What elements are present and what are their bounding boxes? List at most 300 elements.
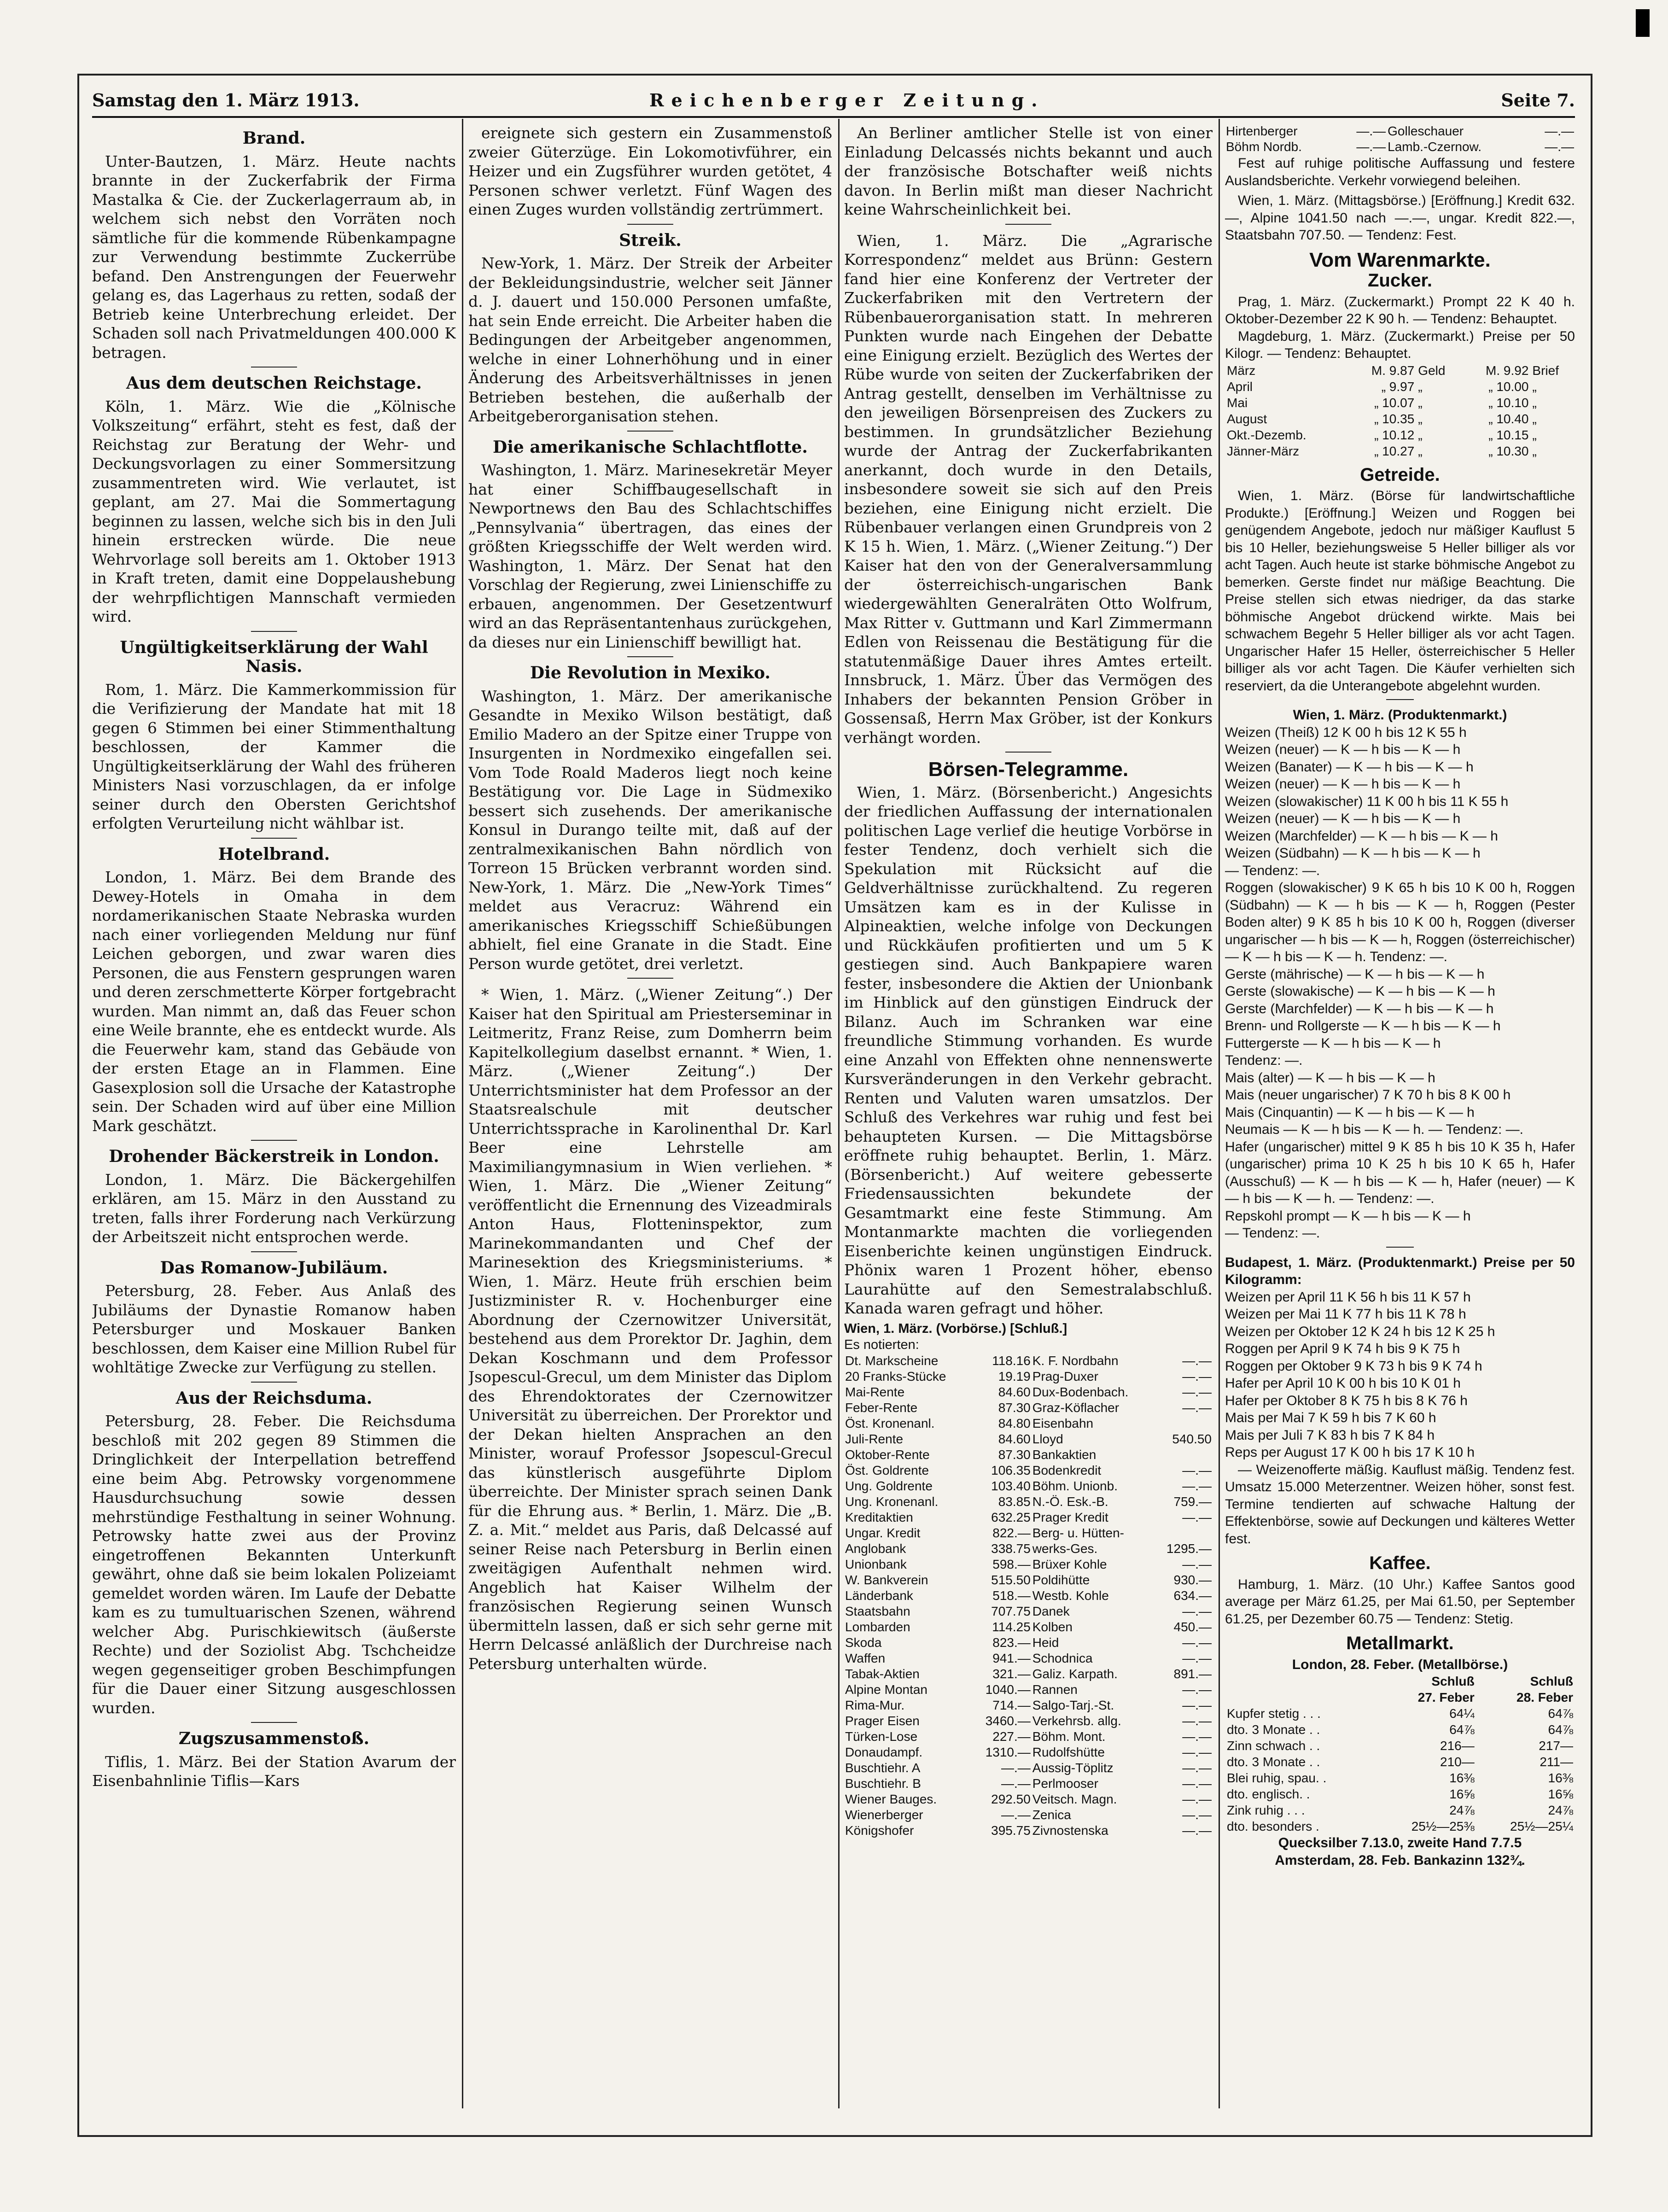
table-row <box>844 1698 1213 1713</box>
article-body: — Weizenofferte mäßig. Kauflust mäßig. Tendenz fest. Umsatz 15.000 Meterzentner. Weizen höher, sonst fest. Termine tendierten auf schwache Haltung der Effektenbörse, sowie auf Deckungen und kälteres Wetter fest. <box>1225 1462 1575 1547</box>
table-cell: —.— <box>1182 1745 1212 1759</box>
article <box>92 374 456 626</box>
article-body: Unter-Bautzen, 1. März. Heute nachts brannte in der Zuckerfabrik der Firma Mastalka & Cie. der Zuckerlagerraum ab, in welchem sich nebst den Vorräten noch sämtliche für die kommende Rübenkampagne zur Verwendung bestimmte Zuckerrübe befand. Den Anstrengungen der Feuerwehr gelang es, das Lagerhaus zu retten, sodaß der Betrieb keine Unterbrechung erleidet. Der Schaden soll nach Privatmeldungen 400.000 K betragen. <box>92 152 456 362</box>
table-cell: „ <box>1418 395 1423 410</box>
price-line: Neumais — K — h bis — K — h. — Tendenz: —. <box>1225 1122 1524 1137</box>
table-cell: Zenica <box>1032 1807 1071 1822</box>
article <box>92 638 456 833</box>
table-row <box>844 1792 1213 1807</box>
table-row <box>844 1729 1213 1745</box>
table-cell: 64⅞ <box>1548 1706 1573 1721</box>
table-cell: 227.— <box>992 1729 1031 1744</box>
table-cell: „ <box>1418 444 1423 458</box>
article-headline: Die Revolution in Mexiko. <box>530 663 771 683</box>
table-cell: 103.40 <box>991 1478 1031 1493</box>
table-cell: M. 9.92 <box>1486 363 1529 378</box>
table-cell: „ 10.30 <box>1488 444 1529 458</box>
table-cell: 87.30 <box>998 1447 1031 1462</box>
price-line: — Tendenz: —. <box>1225 1226 1320 1241</box>
table-row <box>844 1588 1213 1604</box>
price-table <box>1225 362 1575 459</box>
table-cell: 216— <box>1440 1739 1475 1753</box>
article-headline: Drohender Bäckerstreik in London. <box>109 1147 439 1166</box>
price-line: — Tendenz: —. <box>1225 863 1320 878</box>
column-2 <box>468 123 832 2113</box>
article <box>844 123 1213 219</box>
article-body: New-York, 1. März. Der Streik der Arbeiter der Bekleidungsindustrie, welcher seit Jänner d. J. dauert und 150.000 Personen umfaßte, hat sein Ende erreicht. Die Arbeiter haben die Bedingungen der Arbeitgeber angenommen, welche in einer Lohnerhöhung und in einer Änderung des Arbeitsverhältnisses in jenen Betrieben bestehen, die außerhalb der Arbeitgeberorganisation stehen. <box>468 254 832 425</box>
article-headline: Die amerikanische Schlachtflotte. <box>493 437 808 457</box>
table-cell <box>1154 1525 1213 1541</box>
price-line: Tendenz: —. <box>1225 1053 1303 1068</box>
table-cell: „ <box>1532 395 1537 410</box>
separator <box>1005 224 1051 225</box>
table-cell: 64⅞ <box>1548 1722 1573 1737</box>
table-cell: Böhm. Unionb. <box>1032 1478 1118 1493</box>
table-row <box>844 1431 1213 1447</box>
article <box>468 438 832 652</box>
price-line: Weizen (Theiß) 12 K 00 h bis 12 K 55 h <box>1225 724 1467 740</box>
separator <box>1386 699 1414 700</box>
separator <box>251 1382 297 1383</box>
table-row <box>844 1494 1213 1510</box>
table-cell: 211— <box>1540 1755 1573 1769</box>
table-cell: 822.— <box>992 1525 1031 1540</box>
header-date: Samstag den 1. März 1913. <box>92 90 360 111</box>
table-row <box>1225 411 1575 427</box>
table-cell: —.— <box>1182 1713 1212 1728</box>
column-4 <box>1225 123 1575 2113</box>
table-cell: Donaudampf. <box>845 1745 923 1759</box>
price-line: Weizen (neuer) — K — h bis — K — h <box>1225 776 1461 792</box>
table-cell: Lombarden <box>845 1619 910 1634</box>
price-line: Brenn- und Rollgerste — K — h bis — K — h <box>1225 1018 1501 1033</box>
table-row <box>844 1619 1213 1635</box>
table-cell: 16⅜ <box>1449 1771 1475 1785</box>
table-cell: dto. 3 Monate . . <box>1227 1755 1320 1769</box>
table-cell: „ 10.15 <box>1488 427 1529 442</box>
table-cell: Öst. Kronenanl. <box>845 1416 935 1430</box>
table-cell: 118.16 <box>992 1353 1031 1368</box>
article <box>92 1147 456 1247</box>
subsection-headline: Zucker. <box>1367 270 1433 291</box>
table-cell: Prag-Duxer <box>1032 1369 1098 1383</box>
table-cell: —.— <box>1356 140 1386 154</box>
table-row <box>1225 1705 1575 1722</box>
table-cell: 25½—25¼ <box>1510 1819 1573 1833</box>
metal-table <box>1225 1673 1575 1834</box>
article-body: London, 1. März. Bei dem Brande des Dewey-Hotels in Omaha in dem nordamerikanischen Staate Nebraska wurden nach einer vorliegenden Meldung nur fünf Leichen geborgen, und zwar waren dies Personen, die aus Fenstern gesprungen waren und deren zerschmetterte Körper fortgebracht wurden. Man nimmt an, daß das Feuer schon eine Weile brannte, ehe es entdeckt wurde. Als die Feuerwehr kam, stand das Gebäude von der ersten Etage an in Flammen. Eine Gasexplosion soll die Ursache der Katastrophe sein. Der Schaden wird auf über eine Million Mark geschätzt. <box>92 868 456 1135</box>
table-cell: 24⅞ <box>1449 1803 1475 1817</box>
table-cell: „ <box>1532 427 1537 442</box>
table-cell: Buschtiehr. B <box>845 1776 921 1791</box>
table-cell: 24⅞ <box>1548 1803 1573 1817</box>
quote-subtitle: Es notierten: <box>844 1337 919 1352</box>
table-cell: 1310.— <box>985 1745 1031 1759</box>
table-cell: Zivnostenska <box>1032 1823 1108 1838</box>
table-cell: „ 10.27 <box>1374 444 1415 458</box>
table-cell: Westb. Kohle <box>1032 1588 1109 1603</box>
table-cell: 210— <box>1440 1755 1475 1769</box>
article-body: Washington, 1. März. Der amerikanische Gesandte in Mexiko Wilson bestätigt, daß Emilio Madero an der Spitze einer Truppe von Insurgenten in Nordmexiko eingefallen sei. Vom Tode Roald Maderos liegt noch keine Bestätigung vor. Die Lage in Südmexiko bessert sich zusehends. Der amerikanische Konsul in Durango teilte mit, daß auf der zentralmexikanischen Bahn nördlich von Torreon 15 Brücken verbrannt worden sind. New-York, 1. März. Die „New-York Times“ meldet aus Veracruz: Während ein amerikanisches Kriegsschiff Schießübungen abhielt, fiel eine Granate in die Stadt. Eine Person wurde getötet, drei verletzt. <box>468 687 832 973</box>
quote-title: Wien, 1. März. (Vorbörse.) [Schluß.] <box>844 1321 1067 1336</box>
table-cell: Mai-Rente <box>845 1384 905 1399</box>
price-line: Mais per Juli 7 K 83 h bis 7 K 84 h <box>1225 1427 1435 1443</box>
table-cell: 84.60 <box>998 1384 1031 1399</box>
article <box>92 1729 456 1791</box>
table-cell: „ 9.97 <box>1381 379 1415 394</box>
separator <box>251 1140 297 1141</box>
price-line: Weizen per Oktober 12 K 24 h bis 12 K 25 h <box>1225 1324 1495 1339</box>
table-cell: Wienerberger <box>845 1807 923 1822</box>
table-cell: 114.25 <box>992 1619 1031 1634</box>
table-cell: Geld <box>1418 363 1446 378</box>
article-body: An Berliner amtlicher Stelle ist von einer Einladung Delcassés nichts bekannt und auch der französische Botschafter weiß nichts davon. In Berlin mißt man dieser Nachricht keine Wahrscheinlichkeit bei. <box>844 124 1213 218</box>
separator <box>251 631 297 632</box>
table-cell: 930.— <box>1173 1572 1212 1587</box>
table-row <box>1225 1818 1575 1834</box>
table-cell: Waffen <box>845 1651 886 1665</box>
table-cell: Golleschauer <box>1388 124 1464 138</box>
table-cell: Salgo-Tarj.-St. <box>1032 1698 1114 1712</box>
table-cell: —.— <box>1182 1557 1212 1571</box>
table-cell: Ung. Goldrente <box>845 1478 933 1493</box>
article-body: Tiflis, 1. März. Bei der Station Avarum der Eisenbahnlinie Tiflis—Kars <box>92 1752 456 1790</box>
table-cell: Zinn schwach . . <box>1227 1739 1320 1753</box>
price-line: Mais per Mai 7 K 59 h bis 7 K 60 h <box>1225 1410 1436 1425</box>
subsection-headline: Metallmarkt. <box>1346 1633 1454 1653</box>
table-cell: —.— <box>1545 124 1574 138</box>
table-cell: 714.— <box>992 1698 1031 1712</box>
article-body: Wien, 1. März. (Börsenbericht.) Angesichts der friedlichen Auffassung der internationalen politischen Lage verlief die heutige Vorbörse in fester Tendenz, doch verhielt sich die Spekulation mit Rücksicht auf die Geldverhältnisse zurückhaltend. Zu regeren Umsätzen kam es in der Kulisse in Alpineaktien, welche infolge von Deckungen und Rückkäufen profitierten und um 5 K gestiegen sind. Auch Bankpapiere waren fester, insbesondere die Aktien der Unionbank im Hinblick auf den günstigen Eindruck der Bilanz. Auch im Schranken war eine freundliche Stimmung vorhanden. Es wurde eine Anzahl von Effekten ohne nennenswerte Kursveränderungen in den Verkehr gebracht. Renten und Valuten waren umsatzlos. Der Schluß des Verkehres war ruhig und fest bei behaupteten Kursen. — Die Mittagsbörse eröffnete ruhig behauptet. Berlin, 1. März. (Börsenbericht.) Auf weitere gebesserte Friedensaussichten bekundete der Gesamtmarkt eine feste Stimmung. Am Montanmarkte machten die vorliegenden Eisenberichte keinen ungünstigen Eindruck. Phönix waren 1 Prozent höher, ebenso Laurahütte auf den Semestralabschluß. Kanada waren gefragt und höher. <box>844 783 1213 1317</box>
article-body: Fest auf ruhige politische Auffassung und festere Auslandsberichte. Verkehr vorwiegend beleihen. <box>1225 156 1575 188</box>
table-cell: 25½—25⅜ <box>1411 1819 1475 1833</box>
separator <box>627 224 673 225</box>
table-row <box>844 1541 1213 1557</box>
article-headline: Das Romanow-Jubiläum. <box>160 1258 388 1278</box>
table-cell: „ <box>1418 411 1423 426</box>
column-divider <box>838 119 840 2108</box>
table-cell: Türken-Lose <box>845 1729 918 1744</box>
table-row <box>844 1745 1213 1760</box>
table-cell: Kolben <box>1032 1619 1073 1634</box>
price-lines <box>1225 724 1575 1242</box>
price-line: Weizen (neuer) — K — h bis — K — h <box>1225 742 1461 757</box>
table-row <box>1225 123 1575 139</box>
table-row <box>844 1776 1213 1792</box>
article-body: Washington, 1. März. Marinesekretär Meyer hat einer Schiffbaugesellschaft in Newportnews den Bau des Schlachtschiffes „Pennsylvania“ übertragen, das eines der größten Kriegsschiffe der Welt werden wird. Washington, 1. März. Der Senat hat den Vorschlag der Regierung, zwei Linienschiffe zu erbauen, angenommen. Der Gesetzentwurf wird an das Repräsentantenhaus zurückgehen, da dieses nur ein Linienschiff bewilligt hat. <box>468 461 832 651</box>
table-cell: Ungar. Kredit <box>845 1525 921 1540</box>
table-row <box>844 1651 1213 1666</box>
article-headline: Brand. <box>242 128 306 148</box>
price-line: Mais (neuer ungarischer) 7 K 70 h bis 8 K 00 h <box>1225 1087 1511 1103</box>
price-line: Roggen (slowakischer) 9 K 65 h bis 10 K 00 h, Roggen (Südbahn) — K — h bis — K — h, Roggen (Pester Boden alter) 9 K 85 h bis 10 K 00 h, Roggen (diverser ungarischer — h bis — K — h, Roggen (österreichischer) — K — h bis — K — h. Tendenz: —. <box>1225 880 1575 964</box>
table-cell: Brief <box>1532 363 1559 378</box>
article-headline: Aus dem deutschen Reichstage. <box>126 374 422 393</box>
table-cell: 16⅝ <box>1449 1787 1475 1801</box>
page-header <box>92 90 1575 113</box>
table-cell: Alpine Montan <box>845 1682 928 1697</box>
table-cell: Mai <box>1227 395 1248 410</box>
separator <box>251 367 297 368</box>
column-divider <box>1219 119 1220 2108</box>
subsection-headline: Getreide. <box>1360 464 1440 485</box>
table-cell: 598.— <box>992 1557 1031 1571</box>
table-cell: dto. 3 Monate . . <box>1227 1722 1320 1737</box>
table-cell: Unionbank <box>845 1557 907 1571</box>
table-cell: Öst. Goldrente <box>845 1463 929 1477</box>
table-cell: „ 10.12 <box>1374 427 1415 442</box>
price-line: Weizen (Südbahn) — K — h bis — K — h <box>1225 846 1481 861</box>
table-cell: Wiener Bauges. <box>845 1792 937 1806</box>
table-row <box>844 1510 1213 1525</box>
article-body: * Wien, 1. März. („Wiener Zeitung“.) Der Kaiser hat den Spiritual am Priesterseminar in Leitmeritz, Franz Reise, zum Domherrn beim Kapitelkollegium daselbst ernannt. * Wien, 1. März. („Wiener Zeitung“.) Der Unterrichtsminister hat dem Professor an der Staatsrealschule mit deutscher Unterrichtssprache in Karolinenthal Dr. Karl Beer eine Lehrstelle am Maximiliangymnasium in Wien verliehen. * Wien, 1. März. Die „Wiener Zeitung“ veröffentlicht die Ernennung des Vizeadmirals Anton Haus, Flotteninspektor, zum Marinekommandanten und Chef der Marinesektion des Kriegsministeriums. * Wien, 1. März. Heute früh erschien beim Justizminister R. v. Hochenburger eine Abordnung der Czernowitzer Universität, bestehend aus dem Prorektor Dr. Jaghin, dem Dekan Koschmann und dem Professor Jsopescul-Grecul, um dem Minister das Diplom des Ehrendoktorates der Czernowitzer Universität zu überreichen. Der Prorektor und der Dekan hielten Ansprachen an den Minister, worauf Professor Jsopescul-Grecul das künstlerisch ausgeführte Diplom überreichte. Der Minister sprach seinen Dank für die Ehrung aus. * Berlin, 1. März. Die „B. Z. a. Mit.“ meldet aus Paris, daß Delcassé auf seiner Reise nach Petersburg in Berlin einen zweitägigen Aufenthalt nehmen wird. Angeblich hat Kaiser Wilhelm der französischen Regierung seinen Wunsch übermitteln lassen, daß er sich sehr gerne mit Herrn Delcassé anläßlich der Durchreise nach Petersburg unterhalten würde. <box>468 986 832 1673</box>
table-cell: —.— <box>1182 1604 1212 1618</box>
table-cell: Perlmooser <box>1032 1776 1098 1791</box>
table-cell: Okt.-Dezemb. <box>1227 427 1306 442</box>
table-cell: Kreditaktien <box>845 1510 913 1524</box>
price-line: Weizen (Banater) — K — h bis — K — h <box>1225 759 1474 775</box>
table-cell: Schodnica <box>1032 1651 1093 1665</box>
table-header-cell <box>1225 1689 1377 1705</box>
table-header-row <box>1225 1689 1575 1705</box>
price-line: Reps per August 17 K 00 h bis 17 K 10 h <box>1225 1445 1475 1460</box>
table-cell: Rima-Mur. <box>845 1698 905 1712</box>
table-cell: —.— <box>1182 1369 1212 1383</box>
table-cell: Rannen <box>1032 1682 1078 1697</box>
price-line: Futtergerste — K — h bis — K — h <box>1225 1035 1441 1051</box>
table-cell: 87.30 <box>998 1400 1031 1415</box>
table-cell: Ung. Kronenanl. <box>845 1494 939 1509</box>
table-cell: N.-Ö. Esk.-B. <box>1032 1494 1108 1509</box>
table-row <box>844 1572 1213 1588</box>
table-header-row <box>1225 1673 1575 1689</box>
article-body: London, 1. März. Die Bäckergehilfen erklären, am 15. März in den Ausstand zu treten, falls ihrer Forderung nach Verkürzung der Arbeitszeit nicht entsprochen werde. <box>92 1170 456 1246</box>
table-row <box>1225 443 1575 459</box>
table-cell: 338.75 <box>991 1541 1031 1556</box>
table-cell: Kupfer stetig . . . <box>1227 1706 1321 1721</box>
table-row <box>1225 139 1575 155</box>
article <box>92 1389 456 1718</box>
separator <box>627 656 673 657</box>
table-cell: K. F. Nordbahn <box>1032 1353 1119 1368</box>
article-body: Wien, 1. März. (Börse für landwirtschaftliche Produkte.) [Eröffnung.] Weizen und Roggen bei genügendem Angebote, jedoch nur mäßiger Kauflust 5 bis 10 Heller, beziehungsweise 5 Heller billiger als vor acht Tagen. Auch heute ist starke böhmische Angebot zu bemerken. Gerste findet nur mäßige Beachtung. Die Preise stellen sich etwas niedriger, da das starke böhmische Angebot drückend wirkte. Mais bei schwachem Begehr 5 Heller billiger als vor acht Tagen. Ungarischer Hafer 15 Heller, österreichischer 5 Heller billiger als vor acht Tagen. Die Käufer verhielten sich reserviert, da die Unterangebote abgelehnt wurden. <box>1225 488 1575 694</box>
price-line: Weizen (neuer) — K — h bis — K — h <box>1225 811 1461 826</box>
table-cell: 64¼ <box>1449 1706 1475 1721</box>
table-cell: März <box>1227 363 1256 378</box>
table-cell: —.— <box>1182 1792 1212 1806</box>
table-cell <box>1154 1416 1213 1431</box>
table-cell: —.— <box>1182 1400 1212 1415</box>
article-body: Hamburg, 1. März. (10 Uhr.) Kaffee Santos good average per März 61.25, per Mai 61.50, per September 61.25, per Dezember 60.75 — Tendenz: Stetig. <box>1225 1576 1575 1627</box>
table-cell: dto. besonders . <box>1227 1819 1319 1833</box>
table-cell: —.— <box>1182 1823 1212 1838</box>
table-cell: 84.60 <box>998 1431 1031 1446</box>
table-cell: Königshofer <box>845 1823 914 1838</box>
table-cell: Böhm. Mont. <box>1032 1729 1106 1744</box>
table-cell: —.— <box>1182 1353 1212 1368</box>
table-cell: Dt. Markscheine <box>845 1353 939 1368</box>
price-line: Hafer per April 10 K 00 h bis 10 K 01 h <box>1225 1376 1461 1391</box>
table-cell: Heid <box>1032 1635 1059 1650</box>
table-row <box>1225 427 1575 443</box>
separator <box>251 838 297 839</box>
header-page-number: Seite 7. <box>1501 90 1575 111</box>
table-row <box>844 1682 1213 1698</box>
table-cell: 16⅝ <box>1548 1787 1573 1801</box>
table-cell: 321.— <box>992 1666 1031 1681</box>
price-line: Roggen per Oktober 9 K 73 h bis 9 K 74 h <box>1225 1358 1482 1374</box>
table-cell: —.— <box>1182 1463 1212 1477</box>
table-row <box>844 1557 1213 1572</box>
table-row <box>844 1369 1213 1384</box>
article-headline: Aus der Reichsduma. <box>175 1388 373 1408</box>
table-row <box>844 1807 1213 1823</box>
table-row <box>844 1760 1213 1776</box>
table-cell: „ <box>1418 427 1423 442</box>
table-cell: August <box>1227 411 1267 426</box>
table-cell: —.— <box>1182 1478 1212 1493</box>
article-body: Magdeburg, 1. März. (Zuckermarkt.) Preise per 50 Kilogr. — Tendenz: Behauptet. <box>1225 328 1575 361</box>
table-cell: 632.25 <box>991 1510 1031 1524</box>
table-cell: „ <box>1418 379 1423 394</box>
price-line: Weizen (slowakischer) 11 K 00 h bis 11 K 55 h <box>1225 794 1509 809</box>
table-cell: Böhm Nordb. <box>1226 140 1302 154</box>
article-body: Wien, 1. März. Die „Agrarische Korrespondenz“ meldet aus Brünn: Gestern fand hier eine Konferenz der Vertreter der Zuckerfabriken mit den Vertretern der Rübenbauerorganisation statt. In mehreren Punkten wurde nach Eingehen der Debatte eine Einigung erzielt. Bezüglich des Wertes der Rübe wurde von seiten der Zuckerfabriken der Antrag gestellt, denselben im Verhältnisse zu den jeweiligen Börsenpreisen des Zuckers zu bestimmen. In grundsätzlicher Beziehung wurde der Antrag der Zuckerfabrikanten anerkannt, doch wurde in den Details, insbesondere soweit sie sich auf den Preis beziehen, eine Einigung nicht erzielt. Die Rübenbauer verlangen einen Grundpreis von 2 K 15 h. Wien, 1. März. („Wiener Zeitung.“) Der Kaiser hat den von der Generalversammlung der österreichisch-ungarischen Bank wiedergewählten Generalräten Otto Wolfrum, Max Ritter v. Guttmann und Karl Zimmermann Edlen von Reissenau die Bestätigung für die statutenmäßige Dauer ihres Amtes erteilt. Innsbruck, 1. März. Über das Vermögen des Inhabers der bekannten Pension Gröber in Gossensaß, Herrn Max Gröber, ist der Konkurs verhängt worden. <box>844 231 1213 747</box>
table-cell: —.— <box>1356 124 1386 138</box>
table-cell: Brüxer Kohle <box>1032 1557 1107 1571</box>
price-line: Mais (alter) — K — h bis — K — h <box>1225 1070 1435 1086</box>
table-cell: 518.— <box>992 1588 1031 1603</box>
table-cell: Galiz. Karpath. <box>1032 1666 1118 1681</box>
table-cell: „ <box>1532 444 1537 458</box>
price-line: Gerste (slowakische) — K — h bis — K — h <box>1225 984 1495 999</box>
table-cell: 1040.— <box>985 1682 1031 1697</box>
table-cell: —.— <box>1182 1651 1212 1665</box>
table-cell: Jänner-März <box>1227 444 1300 458</box>
price-line: Hafer per Oktober 8 K 75 h bis 8 K 76 h <box>1225 1393 1468 1408</box>
table-cell: 20 Franks-Stücke <box>845 1369 946 1383</box>
market-head: Budapest, 1. März. (Produktenmarkt.) Preise per 50 Kilogramm: <box>1225 1255 1575 1287</box>
table-cell: Danek <box>1032 1604 1070 1618</box>
separator <box>627 978 673 979</box>
table-cell: 217— <box>1539 1739 1573 1753</box>
table-cell: 707.75 <box>991 1604 1031 1618</box>
table-cell: Staatsbahn <box>845 1604 910 1618</box>
table-cell: Poldihütte <box>1032 1572 1090 1587</box>
price-line: Weizen per Mai 11 K 77 h bis 11 K 78 h <box>1225 1307 1466 1322</box>
table-cell: —.— <box>1182 1807 1212 1822</box>
header-rule <box>92 116 1575 118</box>
table-cell: Juli-Rente <box>845 1431 904 1446</box>
table-cell: 16⅜ <box>1548 1771 1573 1785</box>
column-1 <box>92 123 456 2113</box>
table-cell: —.— <box>1182 1776 1212 1791</box>
separator <box>251 1722 297 1723</box>
article-body: Rom, 1. März. Die Kammerkommission für die Verifizierung der Mandate hat mit 18 gegen 6 Stimmen bei einer Stimmenthaltung beschlossen, der Kammer die Ungültigkeitserklärung der Wahl des früheren Ministers Nasi vorzuschlagen, da er infolge seiner durch den Obersten Gerichtshof erfolgten Verurteilung nicht wählbar ist. <box>92 680 456 832</box>
article-body: Amsterdam, 28. Feb. Bankazinn 132¾. <box>1275 1852 1525 1868</box>
table-row <box>1225 1754 1575 1770</box>
article <box>844 760 1213 1318</box>
table-row <box>844 1384 1213 1400</box>
article <box>468 985 832 1673</box>
market-head: Wien, 1. März. (Produktenmarkt.) <box>1293 707 1507 723</box>
table-cell: werks-Ges. <box>1032 1541 1098 1556</box>
table-cell: 83.85 <box>998 1494 1031 1509</box>
price-line: Gerste (mährische) — K — h bis — K — h <box>1225 966 1485 982</box>
quote-section <box>844 1321 1213 1838</box>
section-headline: Vom Warenmarkte. <box>1309 248 1491 271</box>
header-paper-title: Reichenberger Zeitung. <box>649 90 1045 111</box>
table-cell: Hirtenberger <box>1226 124 1298 138</box>
table-cell: „ 10.10 <box>1488 395 1529 410</box>
table-cell: 106.35 <box>991 1463 1031 1477</box>
table-cell: 3460.— <box>985 1713 1031 1728</box>
table-cell: —.— <box>1182 1510 1212 1524</box>
quote-table <box>844 1353 1213 1838</box>
table-cell: „ 10.35 <box>1374 411 1415 426</box>
table-row <box>844 1604 1213 1619</box>
table-cell: „ <box>1532 379 1537 394</box>
article-body: Quecksilber 7.13.0, zweite Hand 7.7.5 <box>1278 1835 1522 1850</box>
table-row <box>1225 1738 1575 1754</box>
subsection-headline: Kaffee. <box>1369 1553 1431 1573</box>
table-cell: 19.19 <box>998 1369 1031 1383</box>
table-cell: —.— <box>1001 1807 1031 1822</box>
table-cell: —.— <box>1182 1682 1212 1697</box>
table-cell: 891.— <box>1173 1666 1212 1681</box>
table-cell: Bodenkredit <box>1032 1463 1102 1477</box>
table-cell: 1295.— <box>1166 1541 1212 1556</box>
table-cell: —.— <box>1001 1776 1031 1791</box>
table-header-cell: Schluß <box>1530 1674 1573 1688</box>
table-cell: Verkehrsb. allg. <box>1032 1713 1121 1728</box>
article <box>468 123 832 219</box>
table-header-cell <box>1225 1673 1377 1689</box>
table-row <box>844 1823 1213 1838</box>
table-cell: Oktober-Rente <box>845 1447 930 1462</box>
article-body: Prag, 1. März. (Zuckermarkt.) Prompt 22 K 40 h. Oktober-Dezember 22 K 90 h. — Tendenz: Behauptet. <box>1225 294 1575 327</box>
table-row <box>844 1416 1213 1431</box>
table-cell: 84.80 <box>998 1416 1031 1430</box>
table-cell: Dux-Bodenbach. <box>1032 1384 1129 1399</box>
table-row <box>1225 362 1575 379</box>
table-cell: 515.50 <box>991 1572 1031 1587</box>
scan-corner-marker <box>1636 9 1650 37</box>
table-cell: Berg- u. Hütten- <box>1032 1525 1124 1540</box>
table-row <box>844 1447 1213 1463</box>
table-cell: —.— <box>1001 1760 1031 1775</box>
table-cell: 823.— <box>992 1635 1031 1650</box>
column-divider <box>462 119 463 2108</box>
article-body: Petersburg, 28. Feber. Die Reichsduma beschloß mit 202 gegen 89 Stimmen die Dringlichkeit der Interpellation betreffend eine beim Abg. Petrowsky vorgenommene Hausdurchsuchung sowie dessen mehrstündige Festhaltung in seiner Wohnung. Petrowsky hatte zwei aus der Provinz eingetroffenen Bekannten Unterkunft gewährt, ohne daß sie beim lokalen Polizeiamt gemeldet worden wären. Im Laufe der Debatte kam es zu tumultuarischen Szenen, während welcher Abg. Purischkiewitsch (äußerste Rechte) und der Soziolist Abg. Tschcheidze wegen gegenseitiger groben Beschimpfungen für die Dauer einer Sitzung ausgeschlossen wurden. <box>92 1412 456 1717</box>
price-line: Repskohl prompt — K — h bis — K — h <box>1225 1208 1471 1224</box>
table-cell: Lamb.-Czernow. <box>1388 140 1482 154</box>
table-cell: Zink ruhig . . . <box>1227 1803 1305 1817</box>
table-cell: —.— <box>1182 1698 1212 1712</box>
quote-table <box>1225 123 1575 155</box>
table-cell: Prager Kredit <box>1032 1510 1108 1524</box>
article <box>92 845 456 1136</box>
table-cell: Bankaktien <box>1032 1447 1096 1462</box>
table-row <box>1225 1770 1575 1786</box>
table-row <box>1225 1802 1575 1818</box>
table-cell: 292.50 <box>991 1792 1031 1806</box>
table-cell: Graz-Köflacher <box>1032 1400 1120 1415</box>
table-row <box>1225 379 1575 395</box>
separator <box>627 431 673 432</box>
table-header-cell: 28. Feber <box>1516 1690 1573 1704</box>
article-headline: Zugszusammenstoß. <box>178 1729 370 1748</box>
